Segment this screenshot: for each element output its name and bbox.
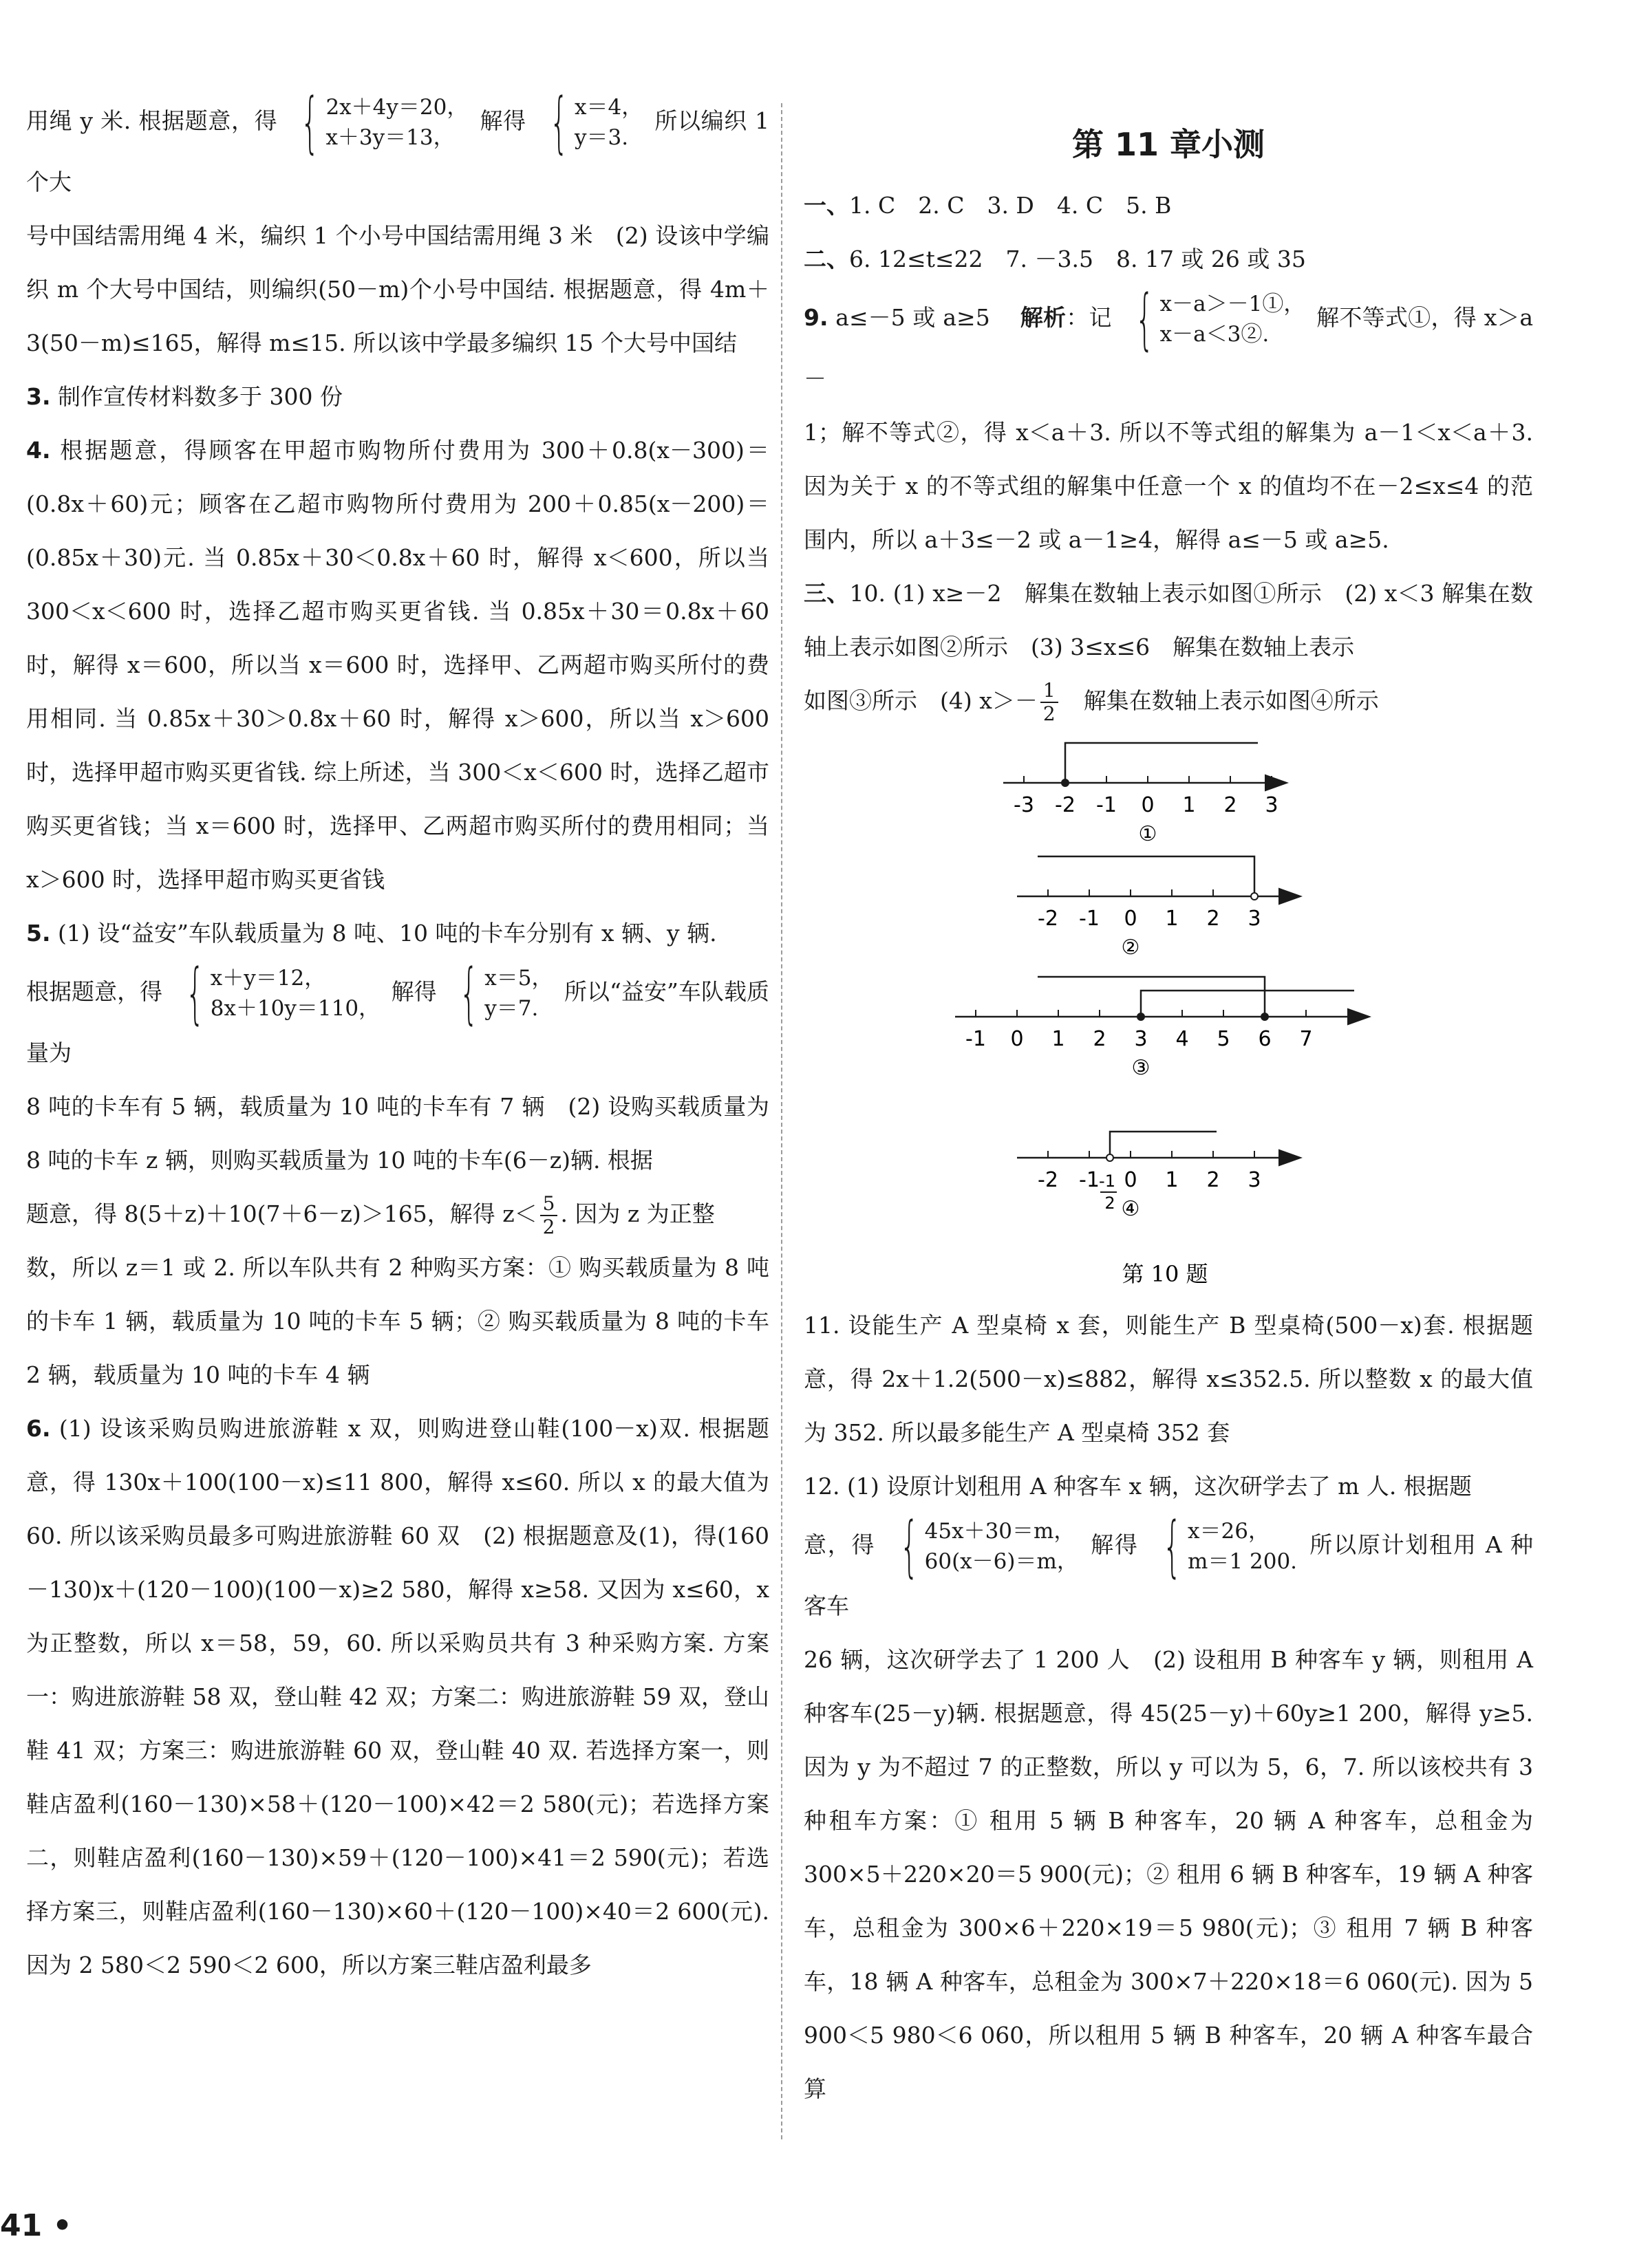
answer-line-system	[26, 84, 770, 209]
number-line-3	[955, 977, 1368, 1080]
equation: m＝1 200.	[1188, 1549, 1298, 1574]
numerator: 1	[1040, 680, 1058, 703]
tick-label: 2	[1093, 1027, 1106, 1051]
left-column	[26, 84, 770, 1992]
half-numerator: -1	[1099, 1171, 1115, 1191]
text: ：记	[1066, 304, 1112, 331]
tick-label: 0	[1141, 793, 1155, 817]
text: 题意，得 8(5＋z)＋10(7＋6－z)＞165，解得 z＜	[26, 1200, 537, 1227]
question-5-answer	[26, 907, 769, 960]
text: 解得	[1091, 1531, 1139, 1558]
section-label: 一、	[804, 192, 849, 219]
text: 如图③所示 (4) x＞－	[804, 687, 1038, 714]
text: 用绳 y 米. 根据题意，得	[26, 107, 278, 134]
text: 解不等式①，得 x＞a－	[804, 304, 1534, 392]
number-lines-svg	[804, 742, 1533, 1292]
page-number: 41 •	[0, 2208, 72, 2243]
tick-label: 1	[1182, 793, 1196, 817]
right-column	[804, 89, 1533, 2116]
tick-label: 3	[1248, 907, 1261, 931]
tick-label: 3	[1134, 1027, 1148, 1051]
answer-line-system	[26, 955, 769, 1080]
tick-label: -1	[1079, 907, 1100, 931]
text: 所以“益安”车队载质量为	[26, 978, 769, 1066]
equation-system: { x＋y＝12， 8x＋10y＝110，	[185, 955, 381, 1032]
text: 解得	[391, 978, 437, 1005]
half-denominator: 2	[1104, 1194, 1115, 1213]
answer-line-fraction	[804, 674, 1533, 728]
answer-paragraph: 号中国结需用绳 4 米，编织 1 个小号中国结需用绳 3 米 (2) 设该中学编织 m 个大号中国结，则编织(50－m)个小号中国结. 根据题意，得 4m＋3(50－m)≤165，解得 m≤15. 所以该中学最多编织 15 个大号中国结	[26, 222, 769, 356]
tick-label: 2	[1223, 793, 1237, 817]
question-6-answer	[26, 1402, 769, 1992]
equation: 45x＋30＝m，	[924, 1519, 1076, 1544]
tick-label: -2	[1038, 907, 1058, 931]
equation-system: { 2x＋4y＝20， x＋3y＝13，	[301, 84, 469, 161]
tick-label: -1	[1079, 1168, 1100, 1192]
text: 根据题意，得顾客在甲超市购物所付费用为 300＋0.8(x－300)＝(0.8x＋60)元；顾客在乙超市购物所付费用为 200＋0.85(x－200)＝(0.85x＋30)元. 当 0.85x＋30＜0.8x＋60 时，解得 x＜600，所以当 300＜x＜600 时，选择乙超市购买更省钱. 当 0.85x＋30＝0.8x＋60 时，解得 x＝600，所以当 x＝600 时，选择甲、乙两超市购买所付的费用相同. 当 0.85x＋30＞0.8x＋60 时，解得 x＞600，所以当 x＞600 时，选择甲超市购买更省钱. 综上所述，当 300＜x＜600 时，选择乙超市购买更省钱；当 x＝600 时，选择甲、乙两超市购买所付的费用相同；当 x＞600 时，选择甲超市购买更省钱	[26, 437, 769, 893]
column-divider	[781, 103, 782, 2139]
answer-line-fraction	[26, 1187, 769, 1241]
equation: x＝4，	[574, 95, 643, 120]
text: a≤－5 或 a≥5	[835, 304, 990, 331]
section-title: 第 11 章小测	[1071, 126, 1265, 163]
question-number: 5.	[26, 920, 51, 947]
inequality: x－a＜3②.	[1159, 322, 1270, 347]
tick-label: 7	[1299, 1027, 1313, 1051]
endpoint-dot	[1261, 1013, 1268, 1020]
text: . 因为 z 为正整	[560, 1200, 715, 1227]
text: 所以原计划租用 A 种客车	[804, 1531, 1533, 1619]
question-number: 3.	[26, 383, 51, 410]
tick-label: -2	[1055, 793, 1076, 817]
question-number: 6.	[26, 1415, 51, 1442]
figure-label: ②	[1121, 936, 1140, 960]
solution-bracket	[1110, 1132, 1217, 1158]
text: 意，得	[804, 1531, 876, 1558]
fraction	[1040, 680, 1058, 725]
inequality: x－a＞－1①，	[1159, 292, 1305, 316]
text: 10. (1) x≥－2 解集在数轴上表示如图①所示 (2) x＜3 解集在数轴上表示如图②所示 (3) 3≤x≤6 解集在数轴上表示	[804, 580, 1533, 660]
text: 解集在数轴上表示如图④所示	[1060, 687, 1379, 714]
tick-label: 1	[1165, 1168, 1179, 1192]
analysis-label: 解析	[1020, 304, 1067, 331]
endpoint-dot	[1106, 1154, 1113, 1161]
equation: x＋3y＝13，	[325, 125, 455, 150]
endpoint-dot	[1062, 779, 1069, 786]
number-line-1	[1003, 743, 1285, 846]
question-4-answer	[26, 424, 769, 907]
answer-paragraph: 1；解不等式②，得 x＜a＋3. 所以不等式组的解集为 a－1＜x＜a＋3. 因为关于 x 的不等式组的解集中任意一个 x 的值均不在－2≤x≤4 的范围内，所以 a＋3≤－2 或 a－1≥4，解得 a≤－5 或 a≥5.	[804, 419, 1533, 553]
solution-system: { x＝26， m＝1 200.	[1162, 1508, 1298, 1585]
text: (1) 设该采购员购进旅游鞋 x 双，则购进登山鞋(100－x)双. 根据题意，得 130x＋100(100－x)≤11 800，解得 x≤60. 所以 x 的最大值为 60. 所以该采购员最多可购进旅游鞋 60 双 (2) 根据题意及(1)，得(160－130)x＋(120－100)(100－x)≥2 580，解得 x≥58. 又因为 x≤60，x 为正整数，所以 x＝58，59，60. 所以采购员共有 3 种采购方案. 方案一：购进旅游鞋 58 双，登山鞋 42 双；方案二：购进旅游鞋 59 双，登山鞋 41 双；方案三：购进旅游鞋 60 双，登山鞋 40 双. 若选择方案一，则鞋店盈利(160－130)×58＋(120－100)×42＝2 580(元)；若选择方案二，则鞋店盈利(160－130)×59＋(120－100)×41＝2 590(元)；若选择方案三，则鞋店盈利(160－130)×60＋(120－100)×40＝2 600(元). 因为 2 580＜2 590＜2 600，所以方案三鞋店盈利最多	[26, 1415, 769, 1978]
fraction	[540, 1193, 558, 1238]
question-number: 9.	[804, 304, 828, 331]
solution-system: { x＝5， y＝7.	[459, 955, 553, 1032]
tick-label: 1	[1165, 907, 1179, 931]
endpoint-dot	[1137, 1013, 1144, 1020]
text: 6. 12≤t≤22 7. －3.5 8. 17 或 26 或 35	[849, 246, 1306, 272]
tick-label: 0	[1010, 1027, 1024, 1051]
answer-paragraph: 数，所以 z＝1 或 2. 所以车队共有 2 种购买方案：① 购买载质量为 8 吨的卡车 1 辆，载质量为 10 吨的卡车 5 辆；② 购买载质量为 8 吨的卡车 2 辆，载质量为 10 吨的卡车 4 辆	[26, 1254, 769, 1388]
figure-label: ③	[1131, 1056, 1151, 1080]
tick-label: 5	[1217, 1027, 1230, 1051]
figure-label: ①	[1138, 822, 1157, 846]
tick-label: 2	[1206, 907, 1220, 931]
equation: 60(x－6)＝m，	[924, 1549, 1078, 1574]
equation-system: { 45x＋30＝m， 60(x－6)＝m，	[899, 1508, 1078, 1585]
question-10-answer	[804, 567, 1533, 674]
tick-label: -1	[1096, 793, 1117, 817]
answer-paragraph: 8 吨的卡车有 5 辆，载质量为 10 吨的卡车有 7 辆 (2) 设购买载质量为 8 吨的卡车 z 辆，则购买载质量为 10 吨的卡车(6－z)辆. 根据	[26, 1093, 769, 1174]
text: 1. C 2. C 3. D 4. C 5. B	[849, 192, 1172, 219]
denominator: 2	[1042, 702, 1056, 725]
number-line-4	[1017, 1132, 1299, 1221]
equation: x＝5，	[484, 966, 553, 991]
section-1-answers	[804, 179, 1533, 233]
tick-label: 4	[1175, 1027, 1189, 1051]
equation: 2x＋4y＝20，	[325, 95, 469, 120]
tick-label: 0	[1124, 1168, 1137, 1192]
tick-label: 6	[1258, 1027, 1272, 1051]
numerator: 5	[540, 1193, 558, 1216]
question-11-answer: 11. 设能生产 A 型桌椅 x 套，则能生产 B 型桌椅(500－x)套. 根据题意，得 2x＋1.2(500－x)≤882，解得 x≤352.5. 所以整数 x 的最大值为 352. 所以最多能生产 A 型桌椅 352 套	[804, 1312, 1533, 1446]
tick-label: 1	[1051, 1027, 1065, 1051]
question-number: 4.	[26, 437, 51, 464]
section-label: 二、	[804, 246, 849, 272]
solution-bracket	[1038, 977, 1265, 1017]
tick-label: -3	[1014, 793, 1034, 817]
text: 制作宣传材料数多于 300 份	[58, 383, 343, 410]
tick-label: 3	[1248, 1168, 1261, 1192]
tick-label: -2	[1038, 1168, 1058, 1192]
text: 解得	[480, 107, 526, 134]
equation: x＋y＝12，	[210, 966, 326, 991]
tick-label: -1	[965, 1027, 986, 1051]
text: 根据题意，得	[26, 978, 163, 1005]
answer-paragraph: 26 辆，这次研学去了 1 200 人 (2) 设租用 B 种客车 y 辆，则租用 A 种客车(25－y)辆. 根据题意，得 45(25－y)＋60y≥1 200，解得 y≥5. 因为 y 为不超过 7 的正整数，所以 y 可以为 5，6，7. 所以该校共有 3 种租车方案：① 租用 5 辆 B 种客车，20 辆 A 种客车，总租金为 300×5＋220×20＝5 900(元)；② 租用 6 辆 B 种客车，19 辆 A 种客车，总租金为 300×6＋220×19＝5 980(元)；③ 租用 7 辆 B 种客车，18 辆 A 种客车，总租金为 300×7＋220×18＝6 060(元). 因为 5 900＜5 980＜6 060，所以租用 5 辆 B 种客车，20 辆 A 种客车最合算	[804, 1646, 1533, 2102]
solution-bracket	[1141, 991, 1354, 1017]
equation: 8x＋10y＝110，	[210, 996, 381, 1021]
solution-bracket	[1065, 743, 1258, 783]
endpoint-dot	[1251, 893, 1258, 900]
equation: y＝7.	[484, 996, 539, 1021]
text: (1) 设“益安”车队载质量为 8 吨、10 吨的卡车分别有 x 辆、y 辆.	[58, 920, 717, 947]
section-2-answers	[804, 233, 1533, 286]
solution-system: { x＝4， y＝3.	[549, 84, 643, 161]
answer-line-system	[804, 1508, 1533, 1633]
question-12-answer: 12. (1) 设原计划租用 A 种客车 x 辆，这次研学去了 m 人. 根据题	[804, 1473, 1472, 1500]
tick-label: 0	[1124, 907, 1137, 931]
question-9-answer	[804, 281, 1534, 406]
tick-label: 3	[1265, 793, 1278, 817]
section-label: 三、	[804, 580, 850, 607]
tick-label: 2	[1206, 1168, 1220, 1192]
equation: x＝26，	[1188, 1519, 1270, 1544]
question-3-answer	[26, 370, 769, 424]
figure-label: ④	[1121, 1197, 1140, 1221]
equation: y＝3.	[574, 125, 629, 150]
figure-caption: 第 10 题	[1122, 1261, 1208, 1287]
number-line-figures	[804, 742, 1533, 1292]
inequality-system: { x－a＞－1①， x－a＜3②.	[1135, 281, 1305, 358]
denominator: 2	[542, 1216, 555, 1238]
solution-bracket	[1038, 856, 1254, 896]
number-line-2	[1017, 856, 1299, 960]
text: 所以编织 1 个大	[26, 107, 770, 195]
